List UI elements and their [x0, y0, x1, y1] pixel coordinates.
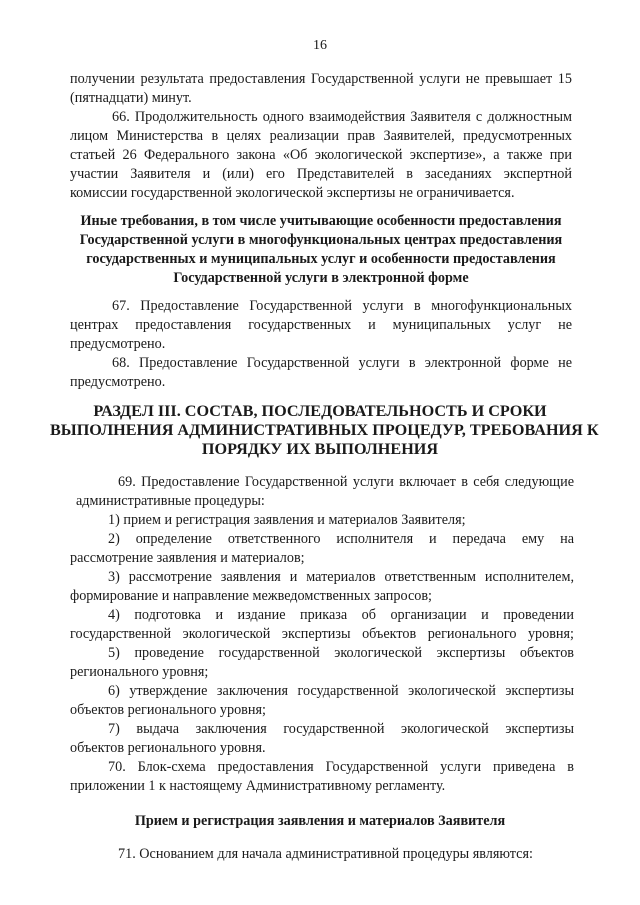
list-item: формирование и направление межведомственных запросов;	[70, 588, 432, 604]
paragraph-66-line: участии Заявителя и (или) его Представителей в заседаниях экспертной	[70, 166, 572, 182]
paragraph-66-line: лицом Министерства в целях реализации прав Заявителей, предусмотренных	[70, 128, 572, 144]
paragraph-66-line: комиссии государственной экологической экспертизы не ограничивается.	[70, 185, 515, 201]
list-item: 4) подготовка и издание приказа об организации и проведении	[108, 607, 574, 623]
paragraph-67-line: 67. Предоставление Государственной услуги в многофункциональных	[112, 298, 572, 314]
heading-other-requirements: государственных и муниципальных услуг и особенности предоставления	[86, 251, 556, 267]
page-number: 16	[313, 38, 327, 53]
section-3-title: РАЗДЕЛ III. СОСТАВ, ПОСЛЕДОВАТЕЛЬНОСТЬ И СРОКИ	[93, 402, 547, 420]
list-item: 1) прием и регистрация заявления и материалов Заявителя;	[108, 512, 466, 528]
list-item: рассмотрение заявления и материалов;	[70, 550, 305, 566]
heading-other-requirements: Государственной услуги в многофункциональных центрах предоставления	[79, 232, 563, 248]
list-item: регионального уровня;	[70, 664, 209, 680]
list-item: объектов регионального уровня.	[70, 740, 266, 756]
paragraph-67-line: центрах предоставления государственных и муниципальных услуг не	[70, 317, 572, 333]
list-item: объектов регионального уровня;	[70, 702, 266, 718]
paragraph-66-line: статьей 26 Федерального закона «Об экологической экспертизе», а также при	[70, 147, 572, 163]
list-item: государственной экологической экспертизы объектов регионального уровня;	[70, 626, 574, 642]
list-item: 5) проведение государственной экологической экспертизы объектов	[108, 645, 574, 661]
paragraph-line: (пятнадцати) минут.	[70, 90, 192, 106]
paragraph-69-line: административные процедуры:	[76, 493, 265, 509]
paragraph-68-line: предусмотрено.	[70, 374, 166, 390]
paragraph-69-line: 69. Предоставление Государственной услуги включает в себя следующие	[118, 474, 574, 490]
paragraph-68-line: 68. Предоставление Государственной услуги в электронной форме не	[112, 355, 572, 371]
paragraph-70-line: 70. Блок-схема предоставления Государственной услуги приведена в	[108, 759, 574, 775]
heading-other-requirements: Иные требования, в том числе учитывающие особенности предоставления	[80, 213, 562, 229]
list-item: 3) рассмотрение заявления и материалов ответственным исполнителем,	[108, 569, 574, 585]
paragraph-71-line: 71. Основанием для начала административной процедуры являются:	[118, 846, 533, 862]
section-3-title: ПОРЯДКУ ИХ ВЫПОЛНЕНИЯ	[201, 440, 439, 458]
list-item: 2) определение ответственного исполнителя и передача ему на	[108, 531, 574, 547]
paragraph-line: получении результата предоставления Государственной услуги не превышает 15	[70, 71, 572, 87]
list-item: 6) утверждение заключения государственной экологической экспертизы	[108, 683, 574, 699]
paragraph-67-line: предусмотрено.	[70, 336, 166, 352]
section-3-title: ВЫПОЛНЕНИЯ АДМИНИСТРАТИВНЫХ ПРОЦЕДУР, ТРЕБОВАНИЯ К	[50, 421, 599, 439]
heading-other-requirements: Государственной услуги в электронной форме	[173, 270, 469, 286]
list-item: 7) выдача заключения государственной экологической экспертизы	[108, 721, 574, 737]
paragraph-66-line: 66. Продолжительность одного взаимодействия Заявителя с должностным	[112, 109, 572, 125]
paragraph-70-line: приложении 1 к настоящему Административному регламенту.	[70, 778, 446, 794]
heading-reception: Прием и регистрация заявления и материалов Заявителя	[134, 813, 506, 829]
